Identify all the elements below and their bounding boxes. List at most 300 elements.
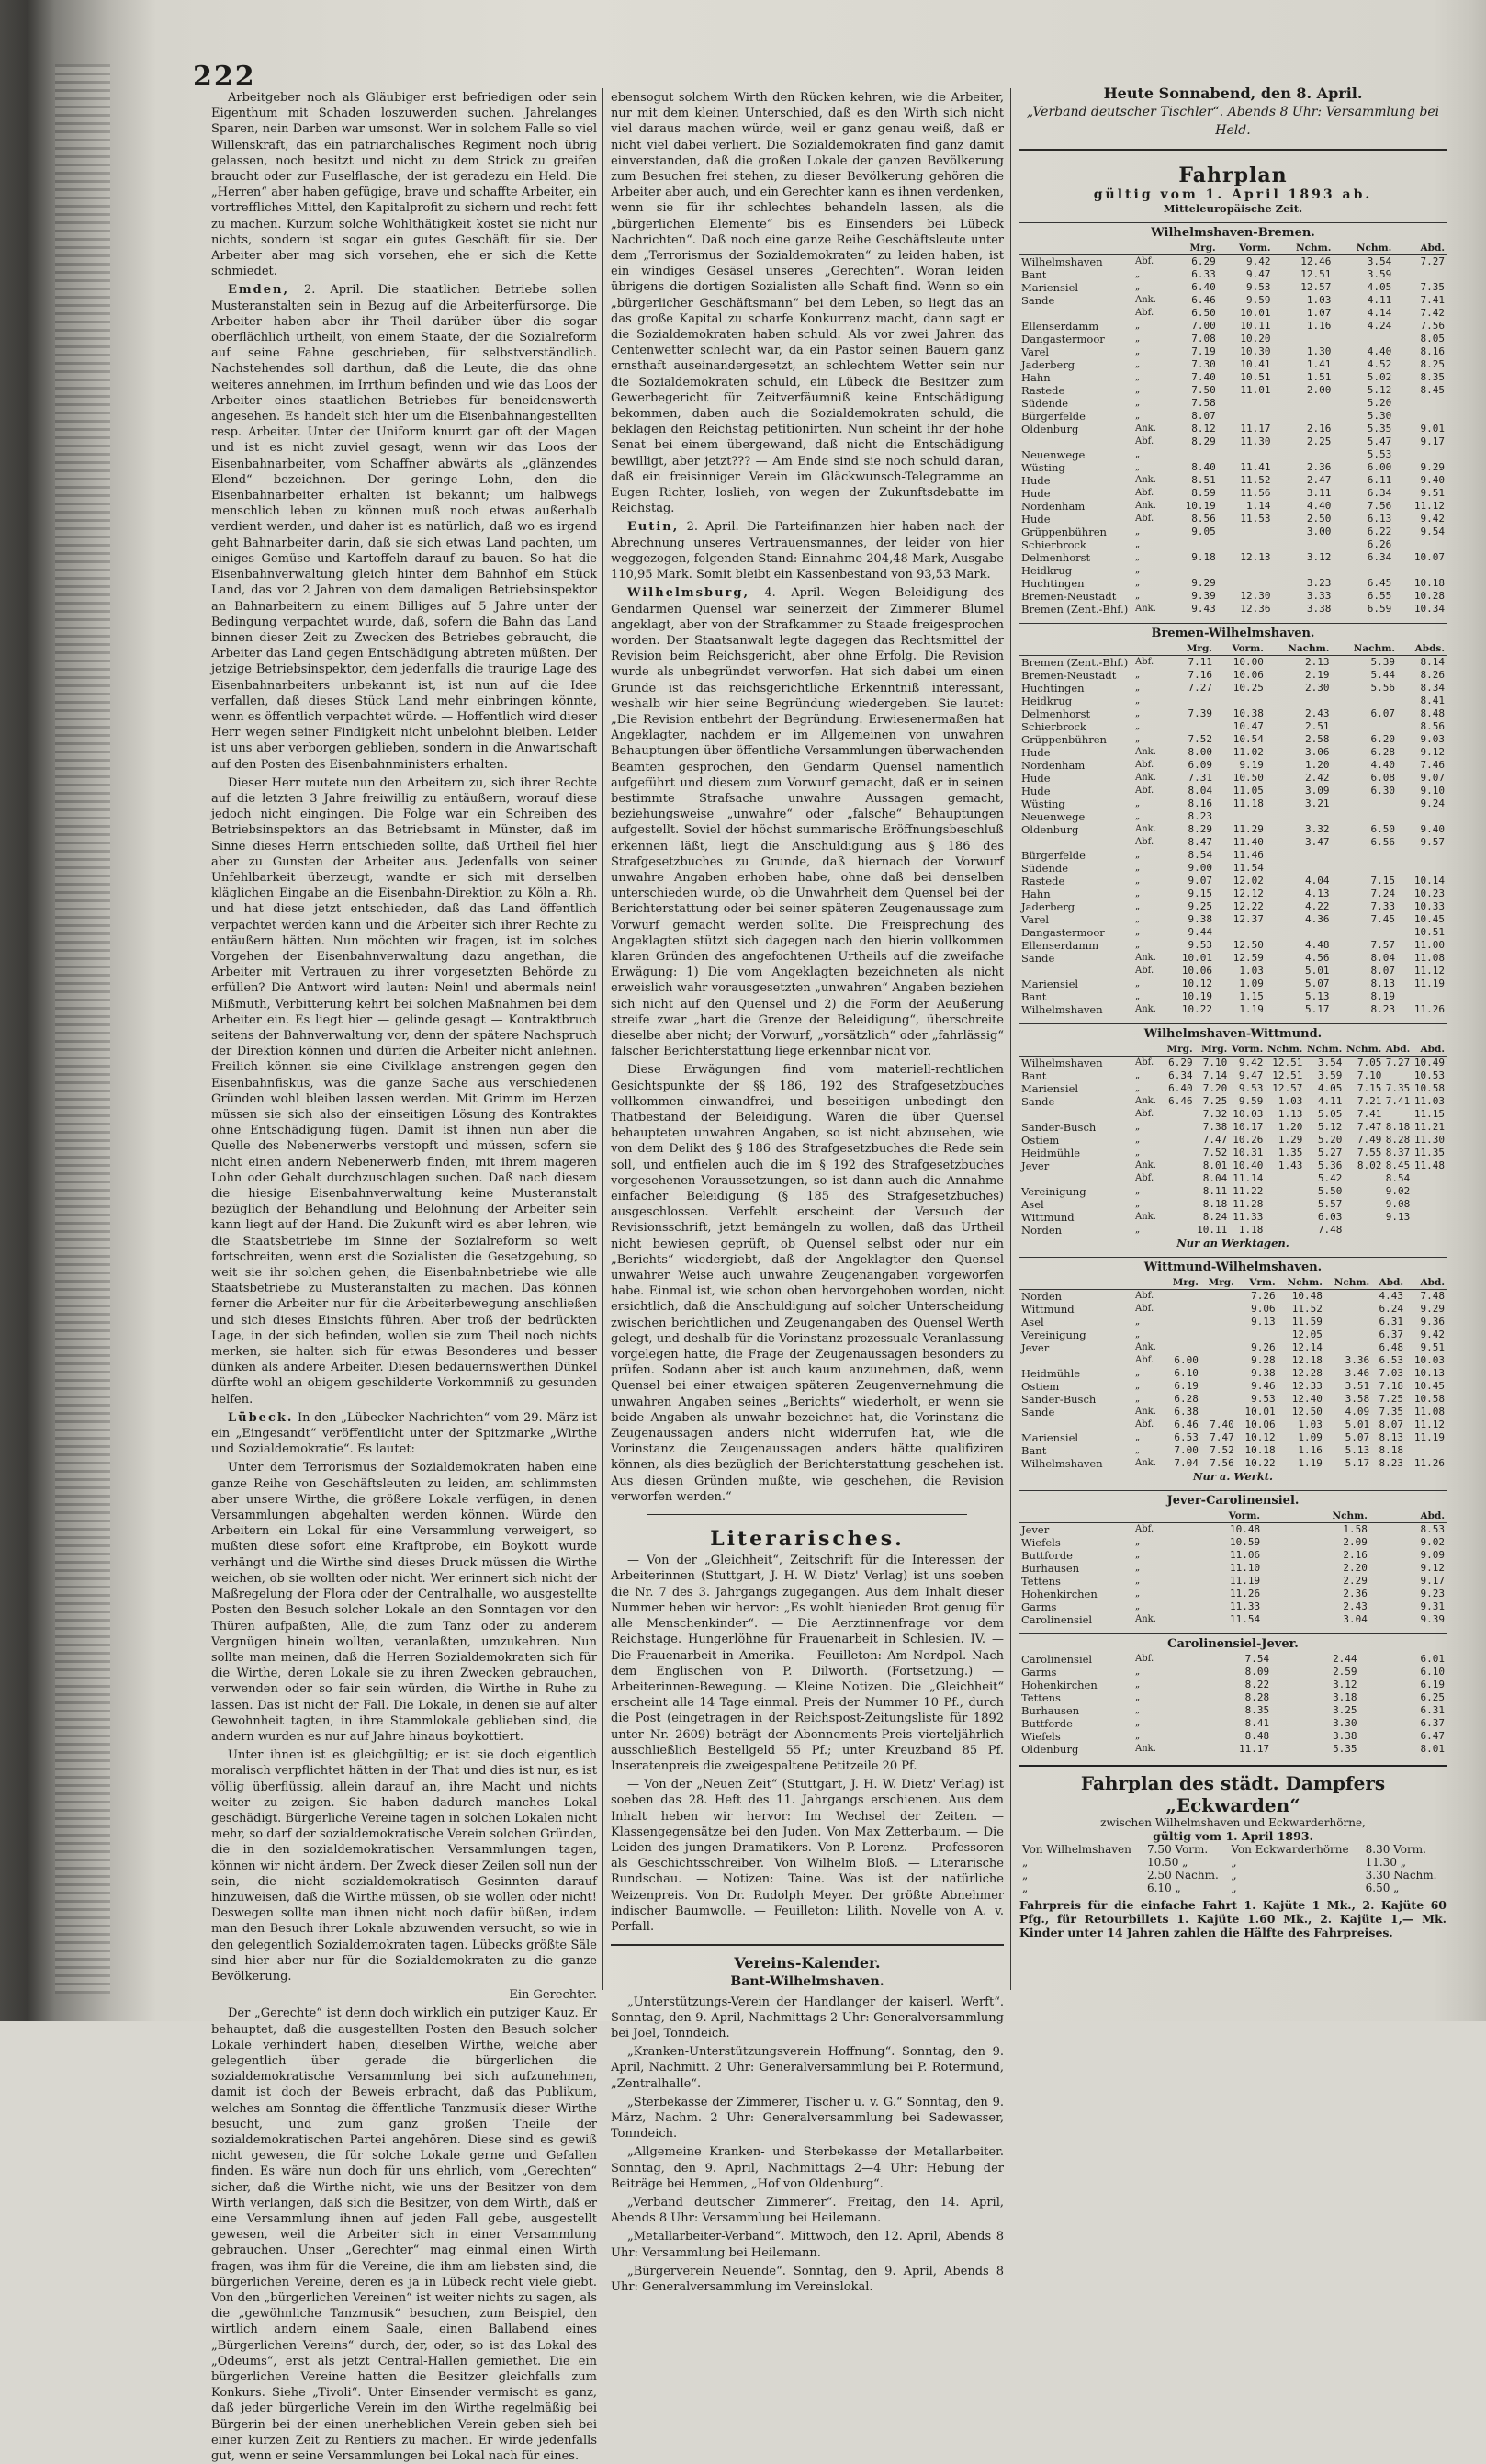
departure-time [1218, 526, 1273, 538]
departure-time: 8.37 [1385, 1147, 1411, 1159]
departure-time: 2.25 [1306, 435, 1332, 447]
club-calendar-item: „Kranken-Unterstützungsverein Hoffnung“. Sonntag, den 9. April, Nachmitt. 2 Uhr: Generalversammlung bei P. Rotermund, „Zentralhalle“. [611, 2045, 1004, 2091]
departure-time [1265, 1172, 1304, 1185]
departure-time [1273, 538, 1334, 551]
departure-time: 1.19 [1298, 1457, 1323, 1469]
departure-time: 9.29 [1420, 1303, 1445, 1315]
departure-time: 10.18 [1244, 1444, 1276, 1456]
arr-dep-marker: „ [1135, 385, 1141, 395]
header-spacer [1133, 1043, 1165, 1057]
departure-time: 2.51 [1304, 720, 1330, 732]
departure-time: 10.41 [1240, 358, 1271, 370]
departure-time: 3.54 [1317, 1057, 1343, 1068]
notice-text: „Verband deutscher Tischler“. Abends 8 Uhr: Versammlung bei Held. [1026, 105, 1440, 138]
station-name: Grüppenbühren [1021, 526, 1107, 538]
departure-time: 7.47 [1210, 1431, 1234, 1443]
departure-time: 4.11 [1317, 1095, 1343, 1107]
departure-time: 7.40 [1191, 371, 1216, 383]
departure-time: 5.39 [1370, 656, 1395, 668]
departure-time [1344, 1172, 1383, 1185]
departure-time: 10.48 [1291, 1290, 1323, 1302]
departure-time: 11.48 [1413, 1159, 1445, 1171]
timetable-column-header: Nchm. [1273, 242, 1334, 255]
departure-time: 1.07 [1306, 307, 1332, 319]
paragraph: Der „Gerechte“ ist denn doch wirklich ein putziger Kauz. Er behauptet, daß die ausgestellten Posten den Besuch solcher Lokale verhindert haben, dieselben Wirthe, welche aber gelegentlich über gerade die bürgerlichen die sozialdemokratische Versammlung bei sich aufzunehmen, damit ist doch der Beweis erbracht, daß das Publikum, welches am Sonntag die öffentliche Tanzmusik dieser Wirthe besucht, und zum ganz großen Theile der sozialdemokratischen Partei angehören. Diese sind es gewiß nicht gewesen, die für solche Lokale gerne und Gefallen finden. Es wäre nun doch für uns ehrlich, vom „Gerechten“ sicher, daß die Wirthe nicht, wie uns der Besitzer von dem Wirth verlangen, daß sich die Besitzer, von dem Wirth, daß er eine Versammlung ihnen auf jeden Fall gebe, ausgestellt gewesen, weil die Arbeiter sich in einer Versammlung gebrauchen. Unser „Gerechter“ mag einmal einen Wirth fragen, was ihm für die Vereine, die ihm am liebsten sind, die bürgerlichen Vereine, deren es ja in Lübeck recht viele giebt. Von den „bürgerlichen Vereinen“ ist weiter nichts zu sagen, als die „gewöhnliche Tanzmusik“ besuchen, zum Beispiel, den wirtlich andern einem Saale, einen Ballabend eines „Bürgerlichen Vereins“ durch, der, oder, so ist das Lokal des „Odeums“, erst als jetzt Central-Hallen gemiethet. Die ein bürgerlichen Vereine hatten die Besitzer gleichfalls zum Konkurs. Siehe „Tivoli“. Unter Einsender vermischt es ganz, daß jeder bürgerliche Verein im den Wirthe regelmäßig bei Bürgerin bei der einen unerheblichen Verein geben sieh bei einer kurzen Zeit zu Rentiers zu machen. Er wirde jedenfalls gut, wenn er seine Versammlungen bei Lokal nach für eines. [211, 2006, 597, 2464]
dateline: Wilhelmsburg, [627, 586, 749, 601]
departure-time: 10.34 [1413, 603, 1445, 615]
departure-time: 8.26 [1420, 669, 1445, 681]
signature: Ein Gerechter. [509, 1988, 597, 2003]
timetable-row [1019, 682, 1447, 695]
departure-time: 9.23 [1420, 1588, 1445, 1599]
departure-time: 3.23 [1306, 577, 1332, 589]
departure-time: 10.33 [1413, 900, 1445, 912]
departure-time: 10.28 [1413, 590, 1445, 602]
departure-time: 5.07 [1345, 1431, 1370, 1443]
timetable-row [1019, 1691, 1447, 1704]
departure-time: 9.59 [1238, 1095, 1264, 1107]
departure-time: 10.11 [1240, 320, 1271, 332]
timetable-row [1019, 1444, 1447, 1457]
departure-time: 5.12 [1317, 1121, 1343, 1133]
arr-dep-marker: „ [1135, 734, 1141, 744]
departure-time [1331, 926, 1397, 939]
departure-time: 9.40 [1420, 823, 1445, 835]
arr-dep-marker: „ [1135, 1718, 1141, 1728]
departure-time [1393, 268, 1447, 281]
arr-dep-marker: Abf. [1135, 1291, 1154, 1301]
departure-time: 11.26 [1413, 1003, 1445, 1015]
timetable-row [1019, 577, 1447, 590]
station-name [1019, 1418, 1133, 1431]
departure-time: 4.40 [1370, 759, 1395, 771]
departure-time: 8.45 [1385, 1159, 1411, 1171]
departure-time: 7.50 [1191, 384, 1216, 396]
departure-time: 3.33 [1306, 590, 1332, 602]
departure-time: 6.40 [1191, 281, 1216, 293]
departure-time: 8.22 [1244, 1678, 1270, 1690]
timetable-column [1019, 85, 1447, 1986]
station-name [1019, 965, 1133, 978]
departure-time: 8.12 [1191, 423, 1216, 435]
arr-dep-marker: „ [1135, 346, 1141, 356]
steamer-origin: „ [1022, 1869, 1029, 1882]
departure-time: 8.35 [1420, 371, 1445, 383]
departure-time: 7.15 [1357, 1082, 1382, 1094]
timetable-column-header: Vorm. [1229, 1043, 1265, 1057]
departure-time: 1.03 [1298, 1418, 1323, 1430]
departure-time: 6.26 [1367, 538, 1392, 550]
station-name: Asel [1021, 1198, 1044, 1211]
departure-time: 11.19 [1413, 978, 1445, 989]
steamer-origin: „ [1022, 1882, 1029, 1894]
arr-dep-marker: Ank. [1135, 1160, 1156, 1170]
departure-time: 9.59 [1246, 294, 1271, 306]
station-name: Garms [1021, 1666, 1057, 1678]
station-name: Buttforde [1021, 1717, 1073, 1730]
departure-time: 6.25 [1420, 1691, 1445, 1703]
departure-time: 8.14 [1420, 656, 1445, 668]
arr-dep-marker: „ [1135, 1563, 1141, 1573]
departure-time: 9.05 [1191, 526, 1216, 537]
timetable-row [1019, 1198, 1447, 1211]
arr-dep-marker: Ank. [1135, 1096, 1156, 1106]
station-name: Neuenwege [1021, 448, 1086, 461]
departure-time: 10.13 [1413, 1367, 1445, 1379]
timetable-column-header: Vorm. [1165, 1509, 1262, 1523]
timetable-title: Fahrplan [1178, 164, 1288, 187]
departure-time: 6.10 [1174, 1367, 1199, 1379]
timetable-column-header: Abds. [1397, 642, 1447, 656]
header-spacer [1019, 1043, 1133, 1057]
departure-time: 7.25 [1379, 1393, 1404, 1405]
arr-dep-marker: „ [1135, 1329, 1141, 1339]
arr-dep-marker: „ [1135, 708, 1141, 718]
station-name: Norden [1021, 1224, 1063, 1237]
arr-dep-marker: „ [1135, 1588, 1141, 1599]
station-name: Südende [1021, 397, 1069, 410]
arr-dep-marker: „ [1135, 1445, 1141, 1455]
departure-time [1383, 1224, 1412, 1237]
departure-time [1165, 1159, 1195, 1172]
departure-time: 1.30 [1306, 345, 1332, 357]
station-name: Mariensiel [1021, 281, 1079, 294]
departure-time: 11.41 [1240, 461, 1271, 473]
arr-dep-marker: „ [1135, 1601, 1141, 1611]
departure-time: 4.36 [1304, 913, 1330, 925]
timetable-row [1019, 590, 1447, 603]
departure-time: 7.19 [1191, 345, 1216, 357]
timetable-row [1019, 1457, 1447, 1470]
timetable-bremen-wilhelmshaven [1019, 642, 1447, 1016]
station-name: Hude [1021, 746, 1051, 759]
station-name: Bant [1021, 990, 1047, 1003]
section-heading-club-calendar: Vereins-Kalender. [734, 1954, 881, 1972]
club-calendar-item: „Unterstützungs-Verein der Handlanger der kaiserl. Werft“. Sonntag, den 9. April, Nachmittags 2 Uhr: Generalversammlung bei Joel, Tonndeich. [611, 1995, 1004, 2040]
departure-time: 12.46 [1300, 255, 1332, 267]
departure-time: 4.43 [1379, 1290, 1404, 1302]
departure-time: 5.05 [1317, 1108, 1343, 1120]
station-name: Heidmühle [1021, 1147, 1081, 1159]
departure-time: 10.26 [1233, 1134, 1264, 1146]
timetable-jever-carolinensiel [1019, 1509, 1447, 1626]
departure-time: 7.24 [1370, 887, 1395, 899]
club-calendar-item: „Bürgerverein Neuende“. Sonntag, den 9. April, Abends 8 Uhr: Generalversammlung im Vereinslokal. [611, 2264, 1004, 2295]
arr-dep-marker: „ [1135, 670, 1141, 680]
departure-time: 7.54 [1244, 1653, 1270, 1665]
departure-time: 9.31 [1420, 1600, 1445, 1612]
timetable-row [1019, 1108, 1447, 1121]
station-name: Dangastermoor [1021, 333, 1105, 345]
column-divider [1010, 88, 1011, 1990]
steamer-origin: „ [1022, 1856, 1029, 1869]
departure-time: 11.10 [1229, 1562, 1261, 1574]
steamer-time: 3.30 Nachm. [1365, 1869, 1437, 1882]
timetable-row [1019, 513, 1447, 526]
departure-time: 8.07 [1370, 965, 1395, 977]
departure-time: 9.12 [1420, 1562, 1445, 1574]
departure-time: 1.29 [1278, 1134, 1303, 1146]
departure-time [1331, 695, 1397, 707]
departure-time: 10.00 [1233, 656, 1264, 668]
paragraph-text: 2. April. Die staatlichen Betriebe sollen Musteranstalten sein in Bezug auf die Arbeiterfürsorge. Die Arbeiter haben aber ihr Theil darüber über die sogar oberflächlich urtheilt, von einem Staate, der die Sozialreform auf seine Fahne geschrieben, für selbstverständlich. Nachstehendes soll darthun, daß die Leute, die das ohne weiteres annehmen, im Irrthum befinden und wie das Loos der Arbeiter eines staatlichen Betriebes für beneidenswerth angesehen. Es handelt sich hier um die Eisenbahnangestellten resp. Arbeiter. Unter der Uniform knurrt gar oft der Magen und ist es nicht zuviel gesagt, wenn wir das Loos der Eisenbahnarbeiter, vom Schaffner abwärts als „glänzendes Elend“ bezeichnen. Der geringe Lohn, den die Eisenbahnarbeiter erhalten ist bekannt; um halbwegs menschlich leben zu können muß noch etwas außerhalb verdient werden, und daher ist es natürlich, daß wo es irgend geht Bahnarbeiter darin, daß sie sich etwas Land pachten, um einiges Gemüse und Kartoffeln darauf zu bauen. So hat die Eisenbahnverwaltung gleich hinter dem Bahnhof ein Stück Land, das vor 2 Jahren von dem damaligen Betriebsinspektor an Bahnarbeitern zu einem Billiges auf 5 Jahre unter der Bedingung verpachtet wurde, daß, sofern die Bahn das Land binnen dieser Zeit zu Zwecken des Betriebes gebraucht, die Arbeiter das Land gegen Entschädigung abtreten müßten. Der jetzige Betriebsinspektor, dem jedenfalls die traurige Lage des Eisenbahnarbeiters unbekannt ist, ist nun auf die Idee verfallen, daß dieses Stück Land mehr einbringen könnte, wenn es öffentlich verpachtet würde. — Hoffentlich wird dieser Herr wegen seiner Findigkeit nicht unbelohnt bleiben. Leider ist uns aber verborgen geblieben, sondern in die Anwartschaft auf den Posten des Eisenbahnministers erhalten. [211, 283, 598, 772]
departure-time: 1.09 [1239, 978, 1264, 989]
departure-time: 7.35 [1385, 1082, 1411, 1094]
departure-time: 6.07 [1370, 707, 1395, 719]
departure-time: 2.44 [1333, 1653, 1357, 1665]
departure-time: 11.19 [1229, 1575, 1261, 1587]
timetable-row [1019, 281, 1447, 294]
departure-time: 12.18 [1291, 1354, 1323, 1366]
departure-time: 3.58 [1345, 1393, 1370, 1405]
departure-time: 7.35 [1379, 1406, 1404, 1418]
timetable-row [1019, 862, 1447, 875]
timetable-row [1019, 1185, 1447, 1198]
arr-dep-marker: „ [1135, 683, 1141, 693]
departure-time: 8.48 [1244, 1730, 1270, 1742]
departure-time [1344, 1211, 1383, 1224]
station-name: Ellenserdamm [1021, 320, 1099, 333]
station-name: Hohenkirchen [1021, 1588, 1098, 1600]
departure-time: 11.14 [1233, 1172, 1264, 1184]
arr-dep-marker: „ [1135, 876, 1141, 886]
departure-time: 10.53 [1413, 1069, 1445, 1081]
paragraph: Arbeitgeber noch als Gläubiger erst befriedigen oder sein Eigenthum mit Schaden loszuwerden suchen. Jahrelanges Sparen, nein Darben war umsonst. Wer in solchem Falle so viel Willenskraft, das ein patriarchalisches Regiment noch übrig gelassen, noch besitzt und nicht zu dem Strick zu greifen braucht oder zur Fuselflasche, der ist geradezu ein Held. Die „Herren“ aber haben gefügige, brave und schaffte Arbeiter, ein vortreffliches Mittel, den Kapitalprofit zu sichern und recht fett zu machen. Kurzum solche Wohlthätigkeit kostet sie nicht nur nichts, sondern ist sogar ein gutes Geschäft für sie. Der Arbeiter aber mag sich vorsehen, ehe er sich die Kette schmiedet. [211, 91, 597, 279]
steamer-title: Fahrplan des städt. Dampfers „Eckwarden“ [1080, 1772, 1386, 1816]
departure-time: 7.45 [1370, 913, 1395, 925]
departure-time: 11.30 [1240, 435, 1271, 447]
arr-dep-marker: „ [1135, 1135, 1141, 1145]
station-name [1019, 1172, 1133, 1185]
departure-time: 6.29 [1191, 255, 1216, 267]
departure-time: 5.35 [1333, 1743, 1357, 1755]
header-spacer [1133, 642, 1165, 656]
route-title: Wilhelmshaven-Bremen. [1019, 222, 1447, 240]
timetable-row [1019, 1406, 1447, 1418]
departure-time: 5.01 [1304, 965, 1330, 977]
departure-time: 7.03 [1379, 1367, 1404, 1379]
timetable-row [1019, 320, 1447, 333]
station-name: Mariensiel [1021, 1431, 1079, 1444]
header-spacer [1133, 1276, 1165, 1290]
departure-time: 3.04 [1343, 1613, 1368, 1625]
departure-time: 7.41 [1357, 1108, 1382, 1120]
departure-time: 11.52 [1240, 474, 1271, 486]
arr-dep-marker: Abf. [1135, 1524, 1154, 1534]
steamer-time: 6.10 „ [1146, 1882, 1181, 1894]
departure-time: 6.29 [1168, 1057, 1193, 1068]
timetable-row [1019, 1380, 1447, 1393]
departure-time: 8.18 [1379, 1444, 1404, 1456]
departure-time: 11.30 [1413, 1134, 1445, 1146]
departure-time: 5.01 [1345, 1418, 1370, 1430]
station-name: Vereinigung [1021, 1328, 1086, 1341]
departure-time: 4.05 [1367, 281, 1392, 293]
arr-dep-marker: „ [1135, 398, 1141, 408]
section-heading-literary: Literarisches. [710, 1527, 905, 1552]
departure-time [1165, 1316, 1200, 1328]
arr-dep-marker: Ank. [1135, 1342, 1156, 1352]
departure-time: 1.43 [1278, 1159, 1303, 1171]
departure-time: 4.11 [1367, 294, 1392, 306]
departure-time: 3.59 [1367, 268, 1392, 280]
departure-time [1344, 1224, 1383, 1237]
station-name: Garms [1021, 1600, 1057, 1613]
section-divider [647, 1514, 967, 1515]
departure-time: 8.28 [1244, 1691, 1270, 1703]
departure-time: 2.36 [1306, 461, 1332, 473]
departure-time: 9.18 [1191, 551, 1216, 563]
departure-time: 8.01 [1202, 1159, 1228, 1171]
departure-time: 7.48 [1420, 1290, 1445, 1302]
club-calendar-item: „Metallarbeiter-Verband“. Mittwoch, den 12. April, Abends 8 Uhr: Versammlung bei Heilemann. [611, 2230, 1004, 2260]
departure-time: 9.53 [1238, 1082, 1264, 1094]
arr-dep-marker: „ [1135, 578, 1141, 588]
departure-time: 3.25 [1333, 1704, 1357, 1716]
departure-time: 10.22 [1181, 1003, 1212, 1015]
departure-time: 10.07 [1413, 551, 1445, 563]
arr-dep-marker: Abf. [1135, 256, 1154, 266]
departure-time: 11.02 [1233, 746, 1264, 758]
departure-time: 7.27 [1420, 255, 1445, 267]
timetable-row [1019, 656, 1447, 670]
steamer-route: zwischen Wilhelmshaven und Eckwarderhörne, [1100, 1816, 1366, 1829]
departure-time: 8.13 [1370, 978, 1395, 989]
departure-time: 12.30 [1240, 590, 1271, 602]
departure-time: 6.31 [1379, 1316, 1404, 1328]
departure-time: 6.50 [1191, 307, 1216, 319]
departure-time: 3.00 [1306, 526, 1332, 537]
departure-time: 6.45 [1367, 577, 1392, 589]
club-calendar-list [611, 1995, 1004, 2296]
paragraph: — Von der „Gleichheit“, Zeitschrift für die Interessen der Arbeiterinnen (Stuttgart, J. H. W. Dietz' Verlag) ist uns soeben die Nr. 7 des 3. Jahrgangs zugegangen. Aus dem Inhalt dieser Nummer heben wir hervor: „Es wohlt hienieden Brot genug für alle Menschenkinder“. — Die Aerztinnenfrage vor dem Reichstage. Hungerlöhne für Frauenarbeit in Schlesien. IV. — Die Frauenarbeit in Amerika. — Feuilleton: Am Nordpol. Nach dem Englischen von P. Dilworth. (Fortsetzung.) — Arbeiterinnen-Bewegung. — Kleine Notizen. Die „Gleichheit“ erscheint alle 14 Tage einmal. Preis der Nummer 10 Pf., durch die Post (eingetragen in der Reichspost-Zeitungsliste für 1892 unter Nr. 2609) beträgt der Abonnements-Preis vierteljährlich ausschließlich Bestellgeld 55 Pf.; unter Kreuzband 85 Pf. Inseratenpreis die zweigespaltene Petitzeile 20 Pf. [611, 1554, 1004, 1773]
departure-time: 5.57 [1317, 1198, 1343, 1210]
station-name: Carolinensiel [1021, 1613, 1093, 1626]
departure-time [1324, 1290, 1371, 1304]
station-name: Bremen (Zent.-Bhf.) [1021, 656, 1129, 669]
station-name: Delmenhorst [1021, 707, 1091, 720]
departure-time: 7.10 [1357, 1069, 1382, 1081]
departure-time: 8.19 [1370, 990, 1395, 1002]
arr-dep-marker: Ank. [1135, 1744, 1156, 1754]
route-title: Carolinensiel-Jever. [1019, 1633, 1447, 1651]
departure-time: 7.47 [1357, 1121, 1382, 1133]
paragraph-text: 4. April. Wegen Beleidigung des Gendarmen Quensel war seinerzeit der Zimmerer Blumel angeklagt, aber von der Strafkammer zu Staade freigesprochen worden. Der Staatsanwalt legte dagegen das Rechtsmittel der Revision beim Reichsgericht, aber ohne Erfolg. Die Revision wurde als unbegründet verworfen. Hat sich dabei um einen Grunde ist das reichsgerichtliche Erkenntniß interessant, weshalb wir hier seine Begründung wiedergeben. Sie lautet: „Die Revision entbehrt der Begründung. Erwiesenermaßen hat Angeklagter, nachdem er im Allgemeinen von unwahren Behauptungen über öffentliche Versammlungen überwachenden Beamten gesprochen, den Gendarm Quensel namentlich aufgeführt und diesem zum Vorwurf gemacht, daß er in seinen bestimmte Strafsache unwahre Aussagen gemacht, beziehungsweise „unwahre“ oder „falsche“ Behauptungen aufgestellt. Soviel der höchst summarische Eröffnungsbeschluß erkennen läßt, liegt die Anschuldigung aus § 186 des Strafgesetzbuches zu Grunde, daß hiernach der Vorwurf unwahre Angaben erhoben habe, ohne daß bei denselben unterschieden wurde, ob die Unwahrheit dem Quensel bei der Berichterstattung oder bei seiner späteren Zeugenaussage zum Vorwurf gemacht werden sollte. Die Freisprechung des Angeklagten stützt sich dagegen nach den hierin vollkommen klaren Gründen des angefochtenen Urtheils auf die zweifache Erwägung: 1) Die vom Angeklagten bezeichneten als nicht erweislich wahr vorausgesetzten „unwahren“ Angaben beziehen sich nicht auf den Quensel und 2) die Form der Aeußerung streife zwar „hart die Grenze der Beleidigung“, überschreite dieselbe aber nicht; der Vorwurf, „vorsätzlich“ oder „fahrlässig“ falscher Berichterstattung liege erkennbar nicht vor. [611, 586, 1004, 1059]
station-name: Wilhelmshaven [1021, 1003, 1103, 1016]
departure-time: 3.21 [1304, 797, 1330, 809]
arr-dep-marker: „ [1135, 591, 1141, 601]
departure-time [1273, 448, 1334, 461]
arr-dep-marker: Abf. [1135, 436, 1154, 446]
departure-time [1165, 1224, 1195, 1237]
station-name: Sande [1021, 294, 1055, 307]
timetable-row [1019, 1536, 1447, 1549]
arr-dep-marker: „ [1135, 1070, 1141, 1080]
departure-time: 3.38 [1333, 1730, 1357, 1742]
timetable-row [1019, 1057, 1447, 1070]
departure-time: 11.17 [1240, 423, 1271, 435]
station-name: Sande [1021, 952, 1055, 965]
departure-time [1273, 333, 1334, 345]
departure-time: 8.04 [1370, 952, 1395, 964]
departure-time: 12.51 [1272, 1057, 1303, 1068]
departure-time: 10.40 [1233, 1159, 1264, 1171]
departure-time: 5.30 [1367, 410, 1392, 422]
arr-dep-marker: „ [1135, 411, 1141, 421]
departure-time: 9.07 [1188, 875, 1212, 887]
arr-dep-marker: Ank. [1135, 1614, 1156, 1624]
departure-time: 9.42 [1420, 513, 1445, 525]
arr-dep-marker: „ [1135, 901, 1141, 911]
departure-time: 3.30 [1333, 1717, 1357, 1729]
departure-time: 7.04 [1174, 1457, 1199, 1469]
timetable-column-header: Nchm. [1333, 242, 1393, 255]
timetable-row [1019, 1717, 1447, 1730]
departure-time: 9.02 [1385, 1185, 1411, 1197]
station-name: Sander-Busch [1021, 1121, 1097, 1134]
departure-time: 7.25 [1202, 1095, 1228, 1107]
departure-time: 7.48 [1317, 1224, 1343, 1236]
station-name [1019, 1354, 1133, 1367]
paragraph: Dieser Herr mutete nun den Arbeitern zu, sich ihrer Rechte auf die letzten 3 Jahre freiwillig zu entäußern, worauf diese jedoch nicht eingingen. Die Folge war ein Schreiben des Betriebsinspektors an das Betriebsamt in Münster, daß im Sinne dieses Herrn entschieden sollte, daß Urtheil fiel hier aber zu Gunsten der Arbeiter aus. Jedenfalls von seiner Unfehlbarkeit überzeugt, wandte er sich mit derselben kläglichen Eingabe an die Eisenbahn-Direktion zu Köln a. Rh. und hat diese jetzt entschieden, daß das Land öffentlich verpachtet werden kann und die Arbeiter sich ihrer Rechte zu entäußern hätten. Nun möchten wir fragen, ist im solches Vorgehen der Eisenbahnverwaltung dazu angethan, die Arbeiter mit Vertrauen zu ihrer vorgesetzten Behörde zu erfüllen? Die Antwort wird lauten: Nein! und abermals nein! Mißmuth, Verbitterung kehrt bei solchen Maßnahmen bei dem Arbeiter ein. Es liegt hier — gelinde gesagt — Kontraktbruch seitens der Bahnverwaltung vor, denn der spätere Nachspruch der Direktion können und dürfen die Arbeiter nicht anlehnen. Freilich können sie eine Civilklage anstrengen gegen den Eisenbahnfiskus, was die ganze Sache aus verschiedenen Gründen wohl bleiben lassen werden. Mit Grimm im Herzen müssen sie sich also der einseitigen Lösung des Kontraktes ohne Entschädigung fügen. Damit ist ihnen nun aber die Quelle des Nebenerwerbs verstopft und müssen, sofern sie nicht einen andern Nebenerwerb finden, mit ihrem mageren Lohn oder Gehalt durchzuschlagen suchen. Daß nach diesem die hiesige Eisenbahnverwaltung keine Musteranstalt bezüglich der Behandlung und Belohnung der Arbeiter sein kann liegt auf der Hand. Die Zukunft wird es aber lehren, wie die Staatsbetriebe im Sinne der Sozialreform so weit fortschreiten, wenn erst die Sozialisten die Gesetzgebung, so weit sie ihr solchen gehen, die Eisenbahnbetriebe wie alle Staatsbetriebe zu Musteranstalten zu machen. Das können ferner die Arbeiter nur für die Arbeiterbewegung anschließen und sich dieses Einsichts führen. Aber troß der bedrückten Lage, in der sich befinden, wollen sie zum Theil noch nichts merken, sie halten sich für etwas Besonderes und besser dünken als andere Arbeiter. Diesen bedauernswerthen Dünkel dürfte wohl an obigem geschilderte Vorkommniß zu gesunden helfen. [211, 775, 597, 1407]
departure-time: 7.56 [1367, 500, 1392, 512]
timetable-row [1019, 849, 1447, 862]
departure-time: 10.30 [1240, 345, 1271, 357]
departure-time: 7.20 [1202, 1082, 1228, 1094]
departure-time: 4.22 [1304, 900, 1330, 912]
timetable-row [1019, 1666, 1447, 1678]
timetable-row [1019, 939, 1447, 952]
departure-time [1265, 1198, 1304, 1211]
section-divider [1019, 149, 1447, 151]
departure-time: 9.26 [1251, 1341, 1276, 1353]
departure-time: 5.12 [1367, 384, 1392, 396]
station-name: Wittmund [1021, 1211, 1075, 1224]
departure-time: 8.54 [1188, 849, 1212, 861]
paragraph: — Von der „Neuen Zeit“ (Stuttgart, J. H. W. Dietz' Verlag) ist soeben das 28. Heft des 11. Jahrgangs erschienen. Aus dem Inhalt heben wir hervor: Im Wechsel der Zeiten. — Klassengegensätze bei den Juden. Von Max Zetterbaum. — Die Leiden des jungen Dramatikers. Von P. Lorenz. — Professoren als Geschichtsschreiber. Von Wilhelm Bloß. — Literarische Rundschau. — Notizen: Taine. Was ist der natürliche Weizenpreis. Von Dr. Rudolph Meyer. Der größte Abnehmer indischer Baumwolle. — Feuilleton: Lilith. Novelle von A. v. Perfall. [611, 1778, 1004, 1934]
departure-time: 5.36 [1317, 1159, 1343, 1171]
departure-time: 9.47 [1246, 268, 1271, 280]
departure-time: 7.49 [1357, 1134, 1382, 1146]
timetable-row [1019, 1341, 1447, 1354]
station-name: Jaderberg [1021, 900, 1075, 913]
steamer-time: 10.50 „ [1146, 1856, 1188, 1869]
departure-time [1266, 695, 1332, 707]
station-name: Bürgerfelde [1021, 849, 1086, 862]
departure-time: 4.04 [1304, 875, 1330, 887]
timetable-row [1019, 1159, 1447, 1172]
timetable-row [1019, 1678, 1447, 1691]
timetable-row [1019, 952, 1447, 965]
steamer-time: 8.30 Vorm. [1365, 1843, 1426, 1856]
departure-time: 3.12 [1333, 1678, 1357, 1690]
arr-dep-marker: „ [1135, 333, 1141, 344]
departure-time: 8.16 [1420, 345, 1445, 357]
departure-time: 8.11 [1202, 1185, 1228, 1197]
departure-time: 6.55 [1367, 590, 1392, 602]
departure-time: 10.58 [1413, 1082, 1445, 1094]
departure-time [1200, 1316, 1236, 1328]
departure-time: 1.03 [1239, 965, 1264, 977]
departure-time [1165, 1290, 1200, 1304]
departure-time [1165, 1328, 1200, 1341]
timetable-column-header: Mrg. [1165, 1043, 1195, 1057]
station-name: Wittmund [1021, 1303, 1075, 1316]
departure-time: 10.51 [1240, 371, 1271, 383]
departure-time: 8.28 [1385, 1134, 1411, 1146]
departure-time: 9.02 [1420, 1536, 1445, 1548]
departure-time [1218, 448, 1273, 461]
